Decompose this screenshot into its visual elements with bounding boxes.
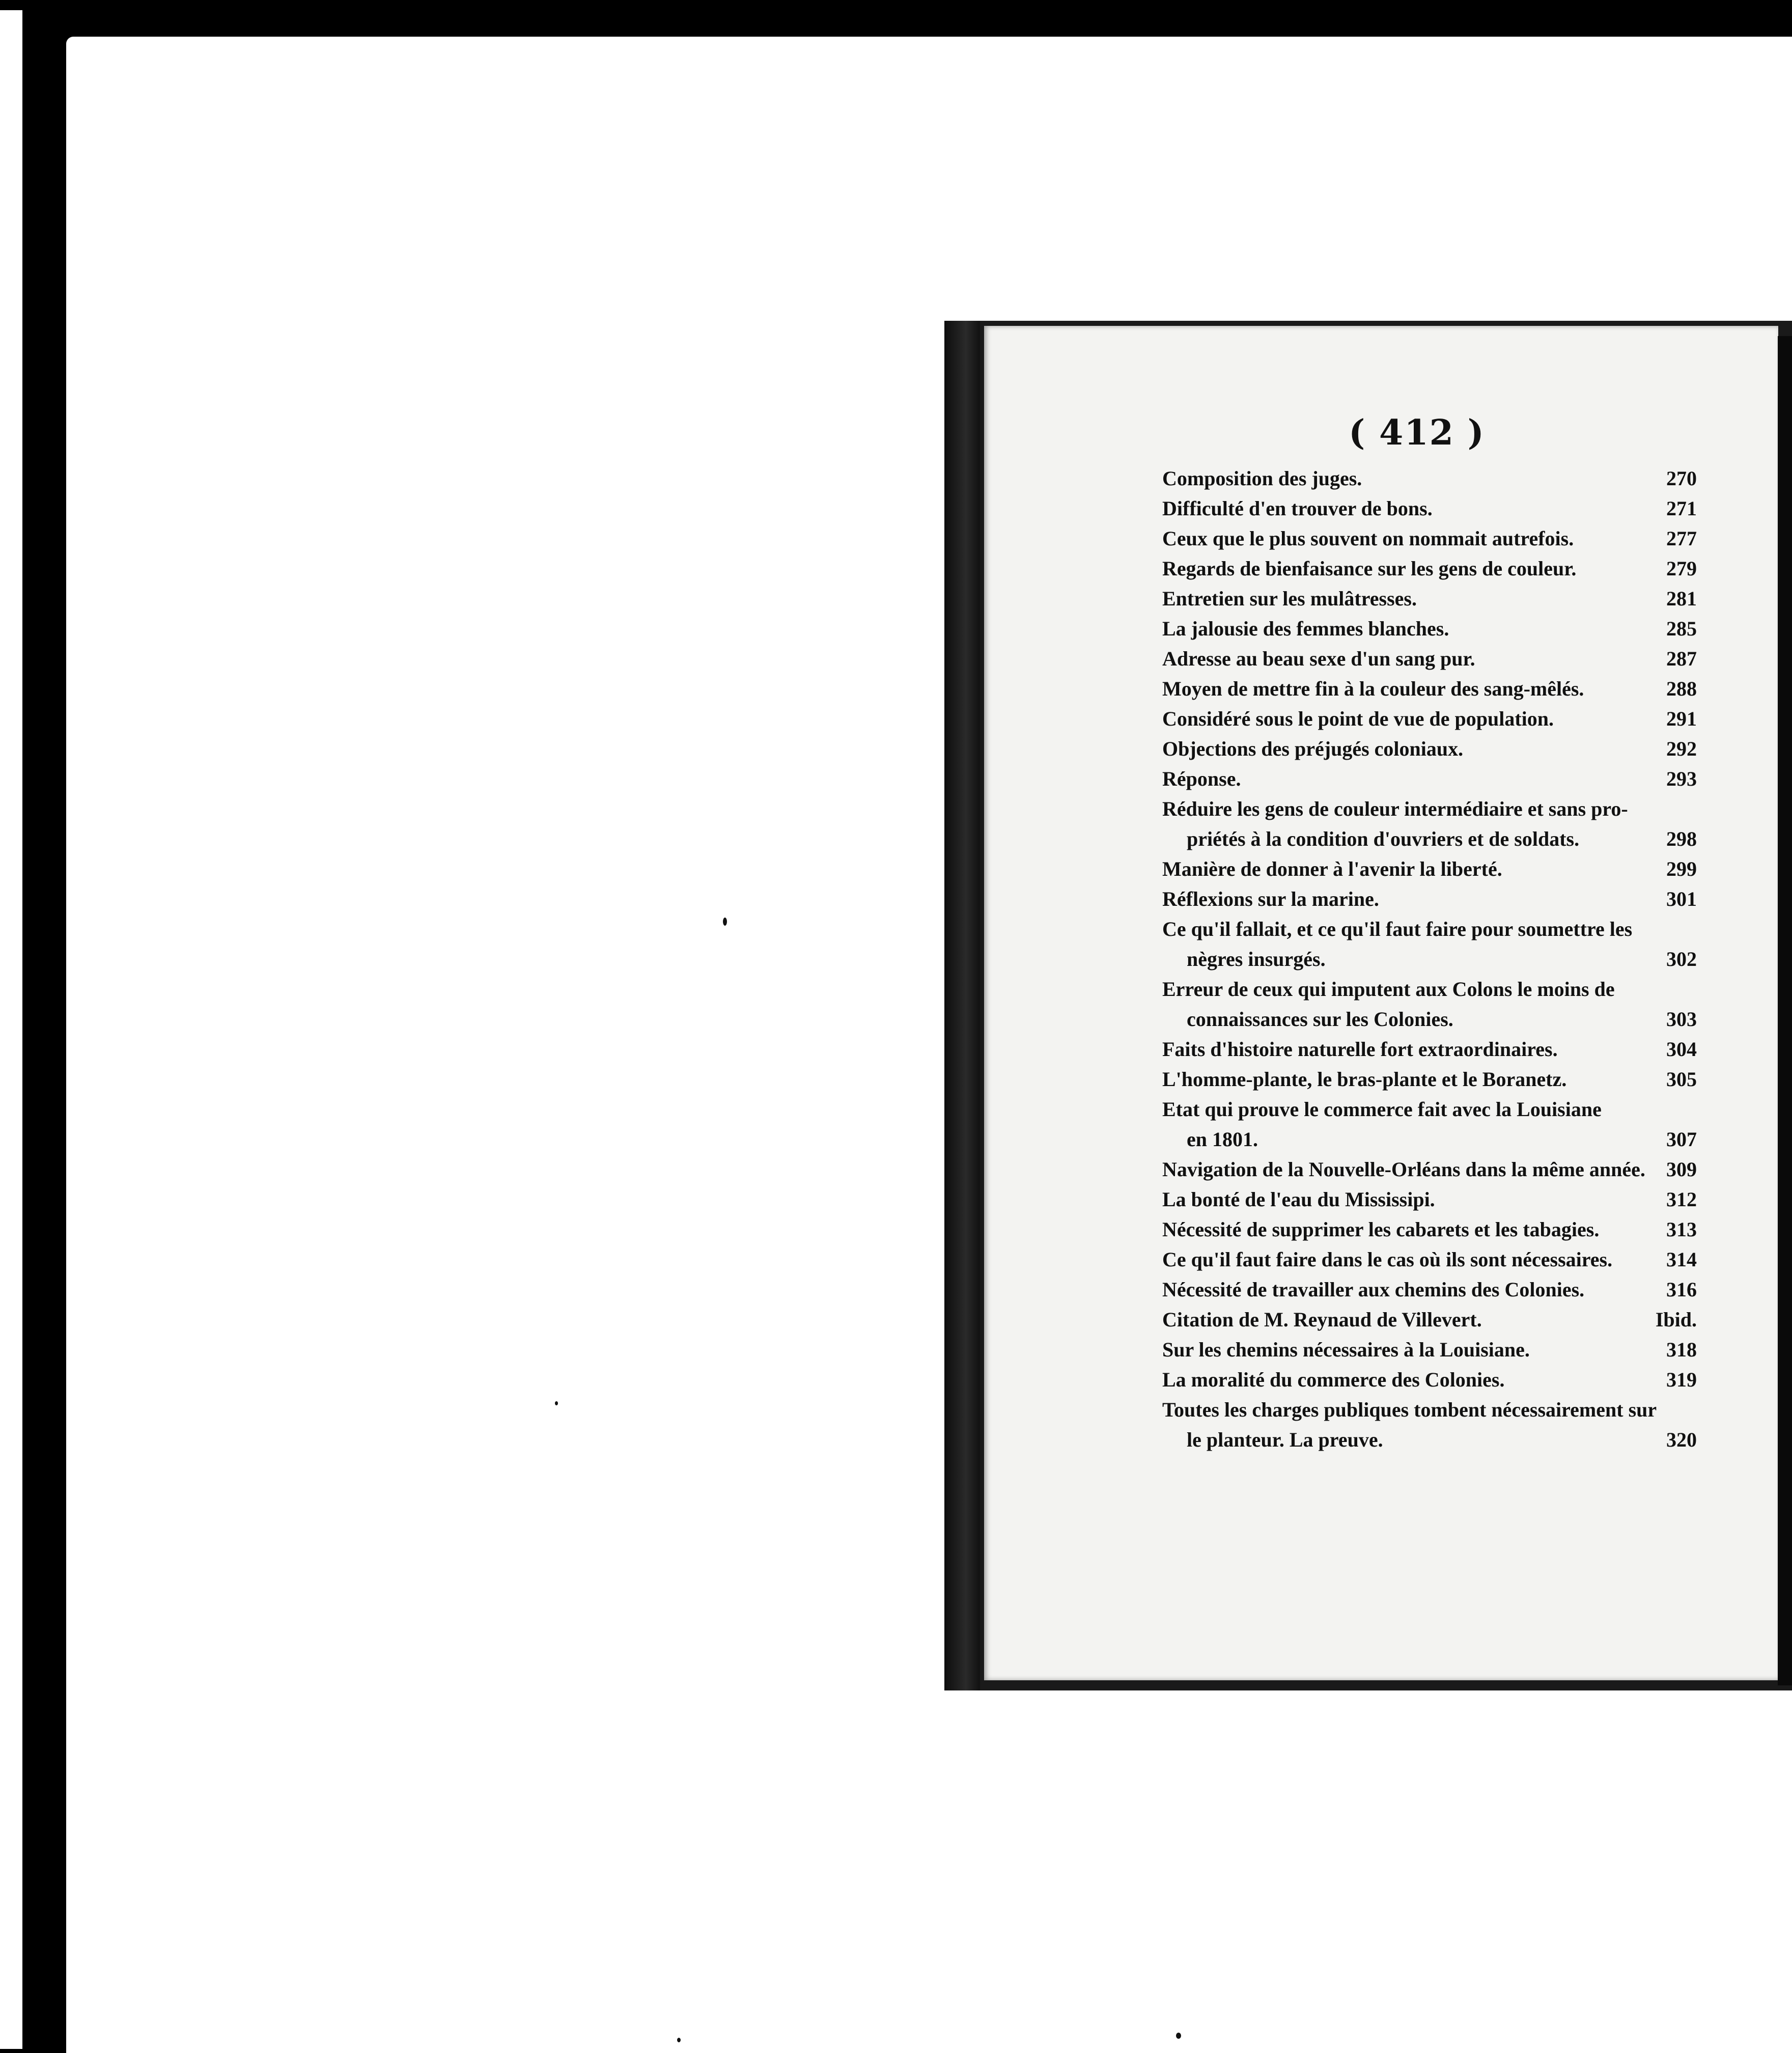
dust-speck <box>1176 2033 1181 2039</box>
toc-entry <box>1162 1064 1697 1094</box>
toc-entry-page: 298 <box>1666 827 1697 850</box>
toc-entry <box>1162 1365 1697 1395</box>
book-spine <box>944 321 980 1690</box>
toc-entry-page: 277 <box>1666 527 1697 550</box>
toc-entry-text: Manière de donner à l'avenir la liberté. <box>1162 857 1502 880</box>
toc-entry-page: 271 <box>1666 497 1697 520</box>
toc-entry-text: Réduire les gens de couleur intermédiaire et sans pro- <box>1162 797 1628 820</box>
toc-entry-page: 318 <box>1666 1338 1697 1361</box>
page-number: ( 412 ) <box>1349 412 1485 453</box>
toc-entry-page: 301 <box>1666 887 1697 910</box>
toc-entry-text: Erreur de ceux qui imputent aux Colons le moins de <box>1162 978 1615 1001</box>
toc-entry <box>1162 794 1697 824</box>
toc-entry-page: 291 <box>1666 707 1697 730</box>
toc-entry-page: 312 <box>1666 1188 1697 1211</box>
toc-entry <box>1162 1034 1697 1064</box>
toc-entry <box>1162 944 1697 974</box>
toc-entry-page: 285 <box>1666 617 1697 640</box>
toc-entry-text: Nécessité de travailler aux chemins des Colonies. <box>1162 1278 1585 1301</box>
scanned-book-page <box>944 321 1792 1690</box>
toc-entry <box>1162 674 1697 704</box>
toc-entry-text: Objections des préjugés coloniaux. <box>1162 737 1464 760</box>
toc-entry-text: La jalousie des femmes blanches. <box>1162 617 1449 640</box>
toc-entry-text: Réflexions sur la marine. <box>1162 887 1379 910</box>
toc-entry <box>1162 1214 1697 1244</box>
toc-entry-text: Réponse. <box>1162 767 1241 790</box>
toc-entry <box>1162 734 1697 764</box>
toc-entry-text: Navigation de la Nouvelle-Orléans dans la même année. <box>1162 1158 1645 1181</box>
toc-entry <box>1162 614 1697 644</box>
dust-speck <box>677 2038 681 2042</box>
toc-entry-text: Sur les chemins nécessaires à la Louisiane. <box>1162 1338 1530 1361</box>
toc-entry-text: Entretien sur les mulâtresses. <box>1162 587 1417 610</box>
toc-entry <box>1162 854 1697 884</box>
toc-entry <box>1162 1244 1697 1274</box>
toc-entry-page: 288 <box>1666 677 1697 700</box>
toc-entry-page: 304 <box>1666 1038 1697 1061</box>
page-shadow-edge <box>1778 336 1792 1685</box>
toc-entry <box>1162 1305 1697 1335</box>
table-of-contents <box>1162 463 1697 1455</box>
toc-entry-text: Toutes les charges publiques tombent nécessairement sur <box>1162 1398 1657 1421</box>
toc-entry <box>1162 584 1697 614</box>
toc-entry-page: Ibid. <box>1655 1308 1697 1331</box>
toc-entry-page: 314 <box>1666 1248 1697 1271</box>
toc-entry-text: Nécessité de supprimer les cabarets et les tabagies. <box>1162 1218 1600 1241</box>
toc-entry-text: Faits d'histoire naturelle fort extraordinaires. <box>1162 1038 1558 1061</box>
toc-entry <box>1162 1274 1697 1305</box>
dust-speck <box>723 918 727 926</box>
toc-entry <box>1162 704 1697 734</box>
toc-entry-text: Regards de bienfaisance sur les gens de couleur. <box>1162 557 1577 580</box>
toc-entry-text: Ce qu'il fallait, et ce qu'il faut faire pour soumettre les <box>1162 918 1633 940</box>
toc-entry <box>1162 1425 1697 1455</box>
toc-entry-text: Ceux que le plus souvent on nommait autrefois. <box>1162 527 1574 550</box>
toc-entry-page: 293 <box>1666 767 1697 790</box>
toc-entry-text: connaissances sur les Colonies. <box>1187 1008 1453 1031</box>
toc-entry <box>1162 1335 1697 1365</box>
toc-entry <box>1162 523 1697 553</box>
toc-entry-text: Adresse au beau sexe d'un sang pur. <box>1162 647 1475 670</box>
toc-entry <box>1162 884 1697 914</box>
toc-entry-page: 281 <box>1666 587 1697 610</box>
toc-entry-text: Ce qu'il faut faire dans le cas où ils sont nécessaires. <box>1162 1248 1613 1271</box>
toc-entry <box>1162 644 1697 674</box>
toc-entry-text: Moyen de mettre fin à la couleur des sang-mêlés. <box>1162 677 1584 700</box>
toc-entry-page: 320 <box>1666 1428 1697 1451</box>
toc-entry <box>1162 1154 1697 1184</box>
toc-entry-text: priétés à la condition d'ouvriers et de soldats. <box>1187 827 1580 850</box>
toc-entry-text: en 1801. <box>1187 1128 1258 1151</box>
toc-entry <box>1162 553 1697 584</box>
toc-entry <box>1162 824 1697 854</box>
toc-entry-text: L'homme-plante, le bras-plante et le Boranetz. <box>1162 1068 1567 1091</box>
toc-entry <box>1162 914 1697 944</box>
toc-entry-page: 316 <box>1666 1278 1697 1301</box>
toc-entry-page: 303 <box>1666 1008 1697 1031</box>
toc-entry <box>1162 493 1697 523</box>
toc-entry-page: 307 <box>1666 1128 1697 1151</box>
toc-entry-page: 305 <box>1666 1068 1697 1091</box>
toc-entry <box>1162 1184 1697 1214</box>
toc-entry-text: Etat qui prouve le commerce fait avec la Louisiane <box>1162 1098 1602 1121</box>
toc-entry <box>1162 764 1697 794</box>
toc-entry-page: 309 <box>1666 1158 1697 1181</box>
toc-entry-text: La moralité du commerce des Colonies. <box>1162 1368 1505 1391</box>
toc-entry-page: 302 <box>1666 948 1697 970</box>
toc-entry-text: nègres insurgés. <box>1187 948 1326 970</box>
toc-entry-page: 287 <box>1666 647 1697 670</box>
toc-entry-page: 270 <box>1666 467 1697 490</box>
adjacent-sheet-edge <box>0 10 22 2049</box>
toc-entry <box>1162 974 1697 1004</box>
page-sheet <box>984 326 1778 1680</box>
toc-entry-text: le planteur. La preuve. <box>1187 1428 1383 1451</box>
toc-entry-text: Difficulté d'en trouver de bons. <box>1162 497 1433 520</box>
toc-entry <box>1162 1395 1697 1425</box>
toc-entry <box>1162 1094 1697 1124</box>
toc-entry <box>1162 463 1697 493</box>
toc-entry-text: Composition des juges. <box>1162 467 1362 490</box>
toc-entry-text: Considéré sous le point de vue de population. <box>1162 707 1554 730</box>
toc-entry <box>1162 1004 1697 1034</box>
dust-speck <box>555 1401 558 1405</box>
toc-entry-page: 319 <box>1666 1368 1697 1391</box>
toc-entry-page: 313 <box>1666 1218 1697 1241</box>
toc-entry-page: 279 <box>1666 557 1697 580</box>
toc-entry-page: 292 <box>1666 737 1697 760</box>
toc-entry <box>1162 1124 1697 1154</box>
toc-entry-text: La bonté de l'eau du Mississipi. <box>1162 1188 1435 1211</box>
toc-entry-text: Citation de M. Reynaud de Villevert. <box>1162 1308 1482 1331</box>
toc-entry-page: 299 <box>1666 857 1697 880</box>
